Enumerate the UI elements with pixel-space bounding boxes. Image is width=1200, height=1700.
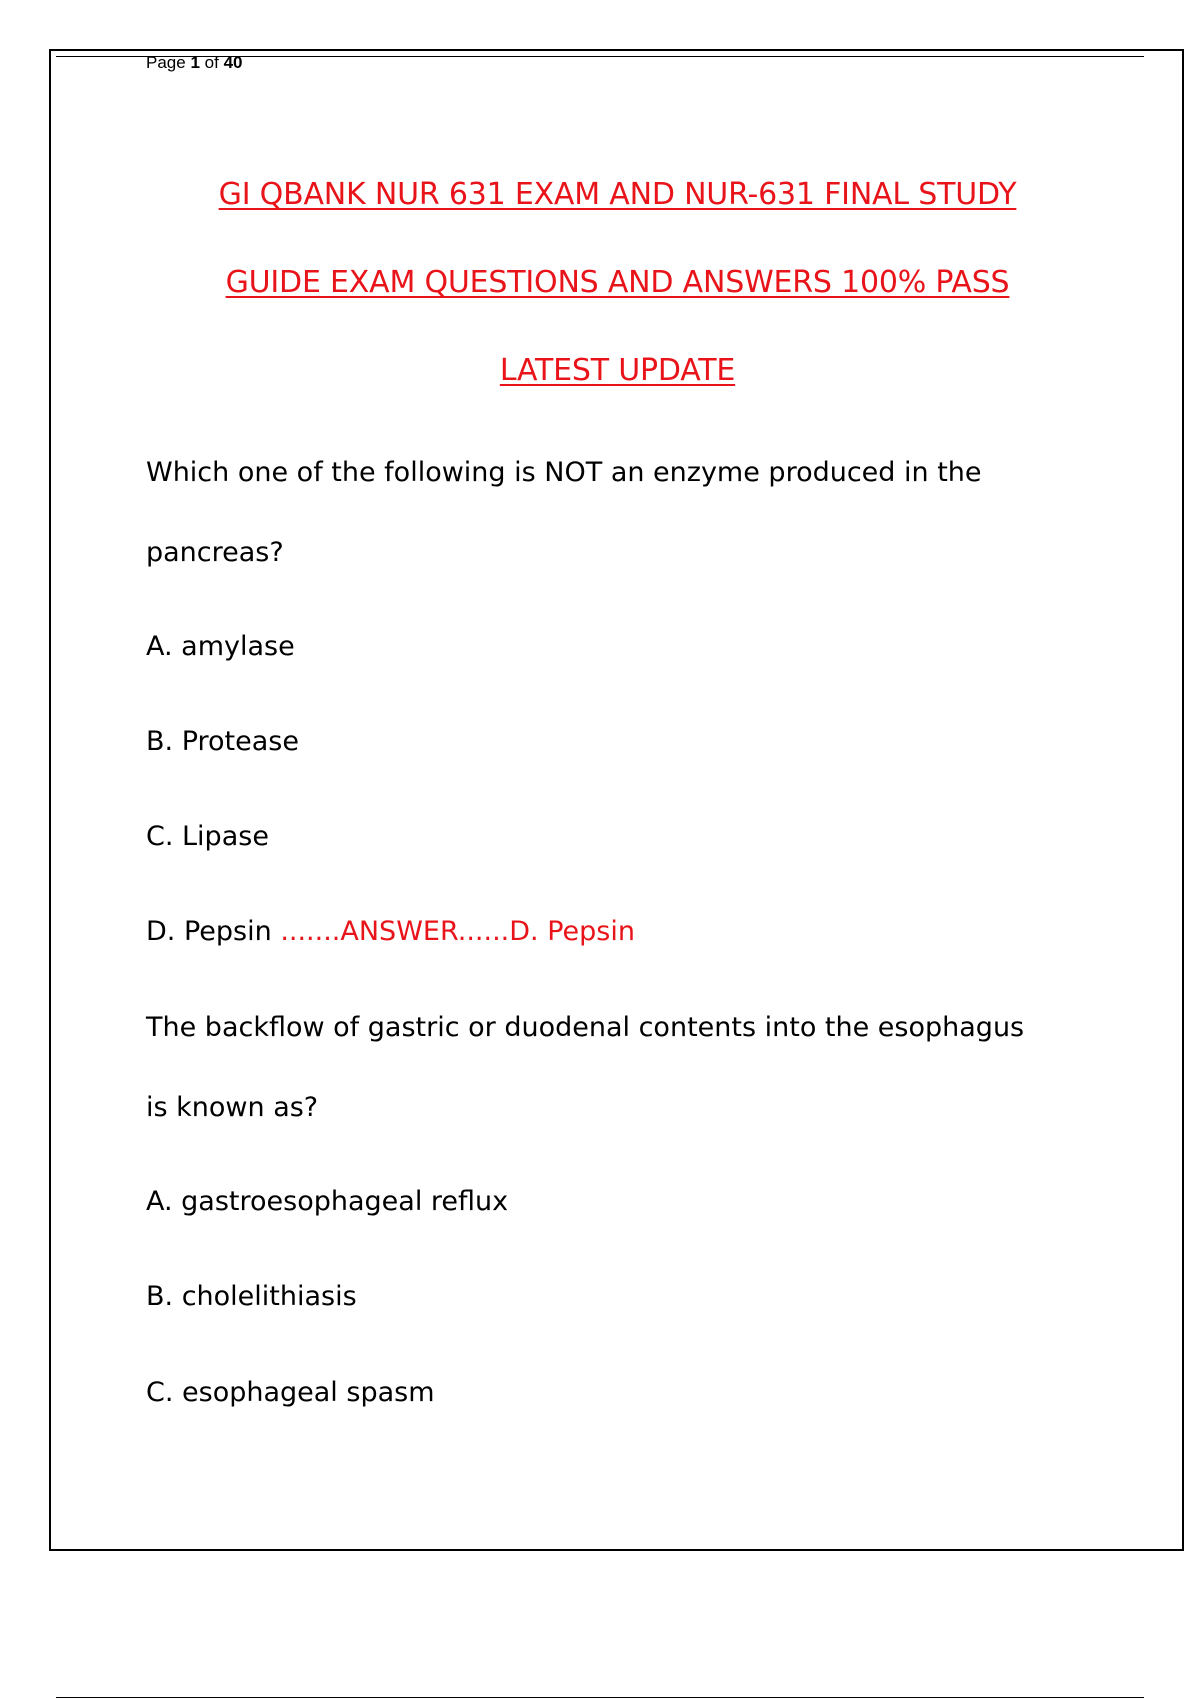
question-2-option-b: B. cholelithiasis [146,1281,357,1312]
question-1-option-b: B. Protease [146,726,299,757]
question-2-option-c: C. esophageal spasm [146,1377,435,1408]
question-2-option-a: A. gastroesophageal reflux [146,1186,509,1217]
question-1-option-a: A. amylase [146,631,295,662]
page-current: 1 [190,53,200,72]
question-1-option-c: C. Lipase [146,821,269,852]
document-title-line-3: LATEST UPDATE [499,353,736,388]
question-1-text-line-2: pancreas? [146,537,284,568]
page-prefix: Page [146,53,186,72]
question-1-option-d [146,915,635,949]
bottom-rule [56,1697,1144,1698]
question-1-text-line-1: Which one of the following is NOT an enzyme produced in the [146,457,982,488]
question-2-text-line-2: is known as? [146,1092,319,1123]
document-title-line-1: GI QBANK NUR 631 EXAM AND NUR-631 FINAL STUDY [218,177,1017,212]
page-of: of [204,53,219,72]
question-1-answer: .......ANSWER......D. Pepsin [280,916,635,947]
page-total: 40 [223,53,243,72]
document-title-line-2: GUIDE EXAM QUESTIONS AND ANSWERS 100% PASS [225,265,1010,300]
question-1-option-d-label: D. Pepsin [146,916,272,947]
page-number [146,53,242,73]
question-2-text-line-1: The backflow of gastric or duodenal contents into the esophagus [146,1012,1025,1043]
